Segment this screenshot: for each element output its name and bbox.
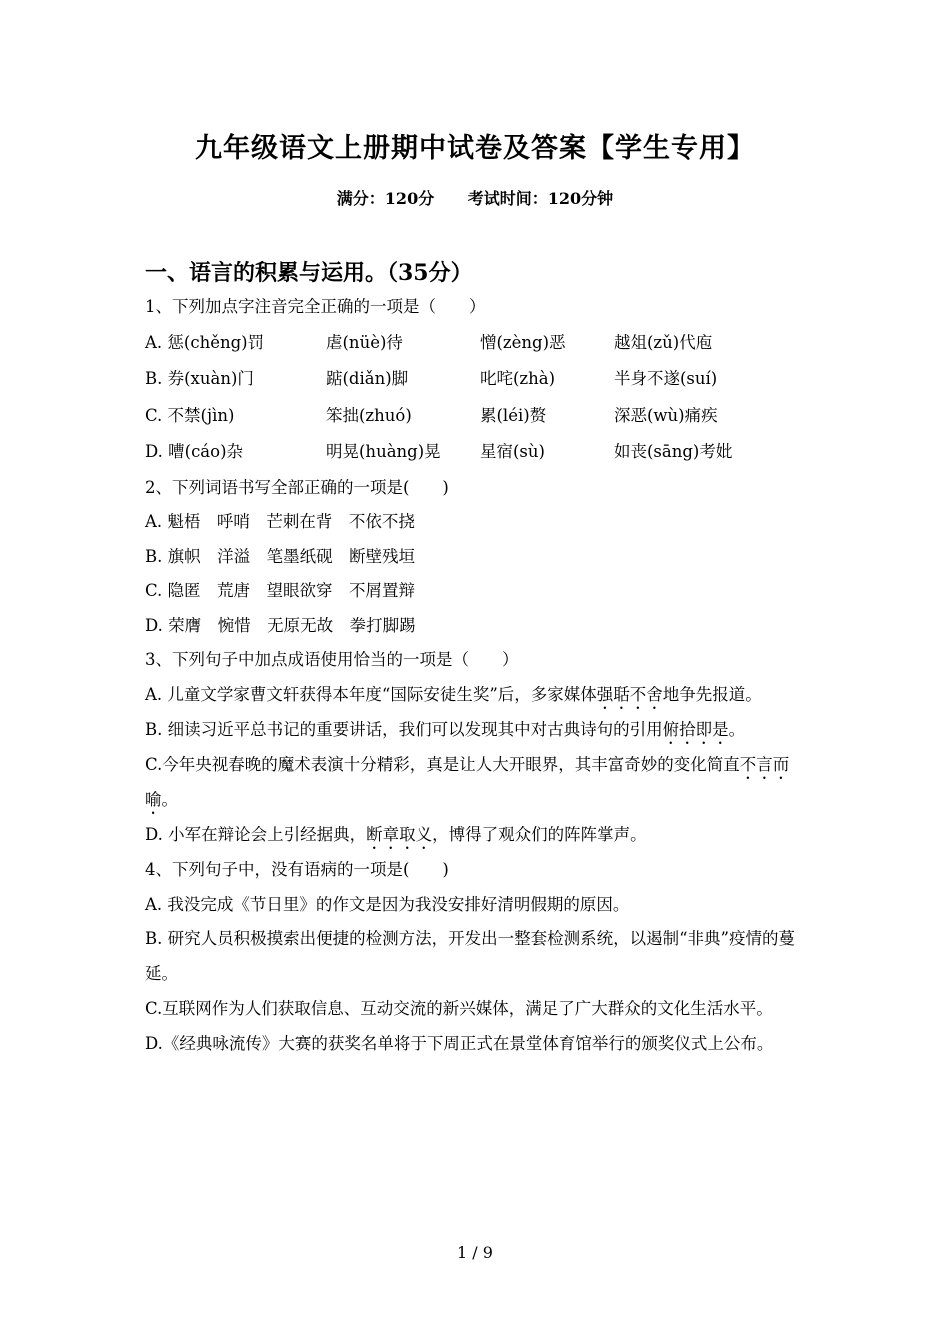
q3-option-a bbox=[145, 678, 813, 713]
q3-c-pre: C.今年央视春晚的魔术表演十分精彩，真是让人大开眼界，其丰富奇妙的变化简直 bbox=[145, 755, 740, 775]
q1-a-4: 越俎(zǔ)代庖 bbox=[614, 332, 713, 352]
q3-option-c bbox=[145, 748, 813, 818]
q2-option-a: A. 魁梧 呼哨 芒刺在背 不依不挠 bbox=[145, 512, 415, 532]
q3-stem: 3、下列句子中加点成语使用恰当的一项是（ ） bbox=[145, 650, 519, 670]
q3-option-b bbox=[145, 713, 813, 748]
q4-option-d: D.《经典咏流传》大赛的获奖名单将于下周正式在景堂体育馆举行的颁奖仪式上公布。 bbox=[145, 1033, 774, 1053]
q3-c-idiom: 不言而喻 bbox=[145, 755, 790, 810]
q3-c-post: 。 bbox=[161, 790, 178, 810]
q1-a-1: A. 惩(chěng)罚 bbox=[145, 332, 265, 352]
q1-stem: 1、下列加点字注音完全正确的一项是（ ） bbox=[145, 297, 486, 316]
q1-d-1: D. 嘈(cáo)杂 bbox=[145, 442, 244, 462]
q1-option-a bbox=[145, 325, 813, 362]
q3-d-idiom: 断章取义 bbox=[366, 825, 433, 845]
q4-stem: 4、下列句子中，没有语病的一项是( ) bbox=[145, 860, 449, 880]
q1-c-4: 深恶(wù)痛疾 bbox=[614, 405, 718, 425]
q3-a-pre: A. 儿童文学家曹文轩获得本年度“国际安徒生奖”后，多家媒体 bbox=[145, 685, 597, 705]
q1-d-4: 如丧(sāng)考妣 bbox=[614, 442, 733, 462]
q3-a-post: 地争先报道。 bbox=[662, 685, 762, 705]
questions bbox=[145, 290, 813, 1061]
q1-b-4: 半身不遂(suí) bbox=[614, 369, 718, 389]
q3-a-idiom: 强聒不舍 bbox=[596, 685, 663, 705]
q2-option-c: C. 隐匿 荒唐 望眼欲穿 不屑置辩 bbox=[145, 581, 416, 601]
page-title: 九年级语文上册期中试卷及答案【学生专用】 bbox=[195, 133, 755, 164]
q1-b-2: 踮(diǎn)脚 bbox=[326, 369, 409, 389]
q3-b-pre: B. 细读习近平总书记的重要讲话，我们可以发现其中对古典诗句的引用 bbox=[145, 720, 663, 740]
q3-b-post: 。 bbox=[728, 720, 746, 740]
q3-option-d bbox=[145, 818, 813, 853]
q4-option-c: C.互联网作为人们获取信息、互动交流的新兴媒体，满足了广大群众的文化生活水平。 bbox=[145, 998, 773, 1018]
q1-option-d bbox=[145, 434, 813, 471]
q2-option-b: B. 旗帜 洋溢 笔墨纸砚 断壁残垣 bbox=[145, 546, 416, 566]
q2-option-d: D. 荣膺 惋惜 无原无故 拳打脚踢 bbox=[145, 615, 416, 635]
exam-time: 考试时间：120分钟 bbox=[467, 189, 614, 208]
page-number: 1 / 9 bbox=[457, 1243, 493, 1262]
q1-b-3: 叱咤(zhà) bbox=[480, 369, 556, 389]
section-heading: 一、语言的积累与运用。（35分） bbox=[145, 260, 473, 286]
q1-a-2: 虐(nüè)待 bbox=[326, 332, 403, 352]
q1-c-2: 笨拙(zhuó) bbox=[326, 405, 412, 425]
q1-b-1: B. 券(xuàn)门 bbox=[145, 369, 254, 389]
score-info bbox=[0, 186, 950, 209]
q1-c-3: 累(léi)赘 bbox=[480, 405, 547, 425]
q1-a-3: 憎(zèng)恶 bbox=[480, 332, 566, 352]
q4-option-b: B. 研究人员积极摸索出便捷的检测方法，开发出一整套检测系统，以遏制“非典”疫情的蔓延。 bbox=[145, 929, 795, 984]
q3-d-pre: D. 小军在辩论会上引经据典， bbox=[145, 825, 367, 845]
q1-option-b bbox=[145, 361, 813, 398]
q1-c-1: C. 不禁(jìn) bbox=[145, 405, 235, 425]
q1-d-3: 星宿(sù) bbox=[480, 442, 545, 462]
q3-b-idiom: 俯拾即是 bbox=[662, 720, 729, 740]
full-marks: 满分：120分 bbox=[336, 189, 435, 208]
q1-option-c bbox=[145, 398, 813, 435]
q2-stem: 2、下列词语书写全部正确的一项是( ) bbox=[145, 477, 449, 497]
q1-d-2: 明晃(huàng)晃 bbox=[326, 442, 441, 462]
q3-d-post: ，博得了观众们的阵阵掌声。 bbox=[432, 825, 647, 845]
q4-option-a: A. 我没完成《节日里》的作文是因为我没安排好清明假期的原因。 bbox=[145, 894, 630, 914]
